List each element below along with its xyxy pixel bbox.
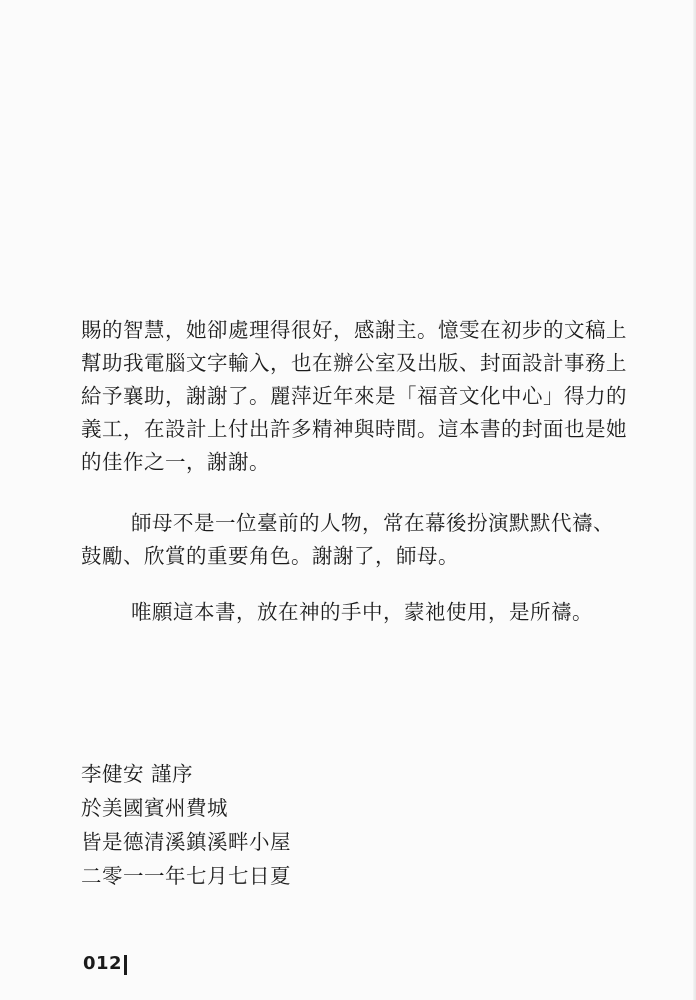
body-text (81, 314, 641, 629)
signature-author: 李健安 謹序 (81, 762, 194, 786)
page-number: 012 (83, 953, 123, 974)
paragraph-1-line-2: 幫助我電腦文字輸入，也在辦公室及出版、封面設計事務上 (81, 351, 627, 375)
paragraph-1-line-4: 義工，在設計上付出許多精神與時間。這本書的封面也是她 (81, 417, 627, 441)
signature-date: 二零一一年七月七日夏 (81, 864, 291, 888)
paragraph-2-line-1: 師母不是一位臺前的人物，常在幕後扮演默默代禱、 (131, 511, 614, 535)
paragraph-3-line-1: 唯願這本書，放在神的手中，蒙祂使用，是所禱。 (131, 600, 593, 624)
paragraph-2-line-2: 鼓勵、欣賞的重要角色。謝謝了，師母。 (81, 544, 459, 568)
signature-block (81, 757, 291, 893)
paragraph-gap (81, 479, 641, 507)
signature-place-2: 皆是德清溪鎮溪畔小屋 (81, 830, 291, 854)
page-number-bar (124, 955, 127, 975)
paragraph-1-line-5: 的佳作之一，謝謝。 (81, 450, 270, 474)
paragraph-1-line-1: 賜的智慧，她卻處理得很好，感謝主。憶雯在初步的文稿上 (81, 318, 627, 342)
signature-place-1: 於美國賓州費城 (81, 796, 228, 820)
paragraph-1-line-3: 給予襄助，謝謝了。麗萍近年來是「福音文化中心」得力的 (81, 384, 627, 408)
paragraph-gap (81, 573, 641, 596)
